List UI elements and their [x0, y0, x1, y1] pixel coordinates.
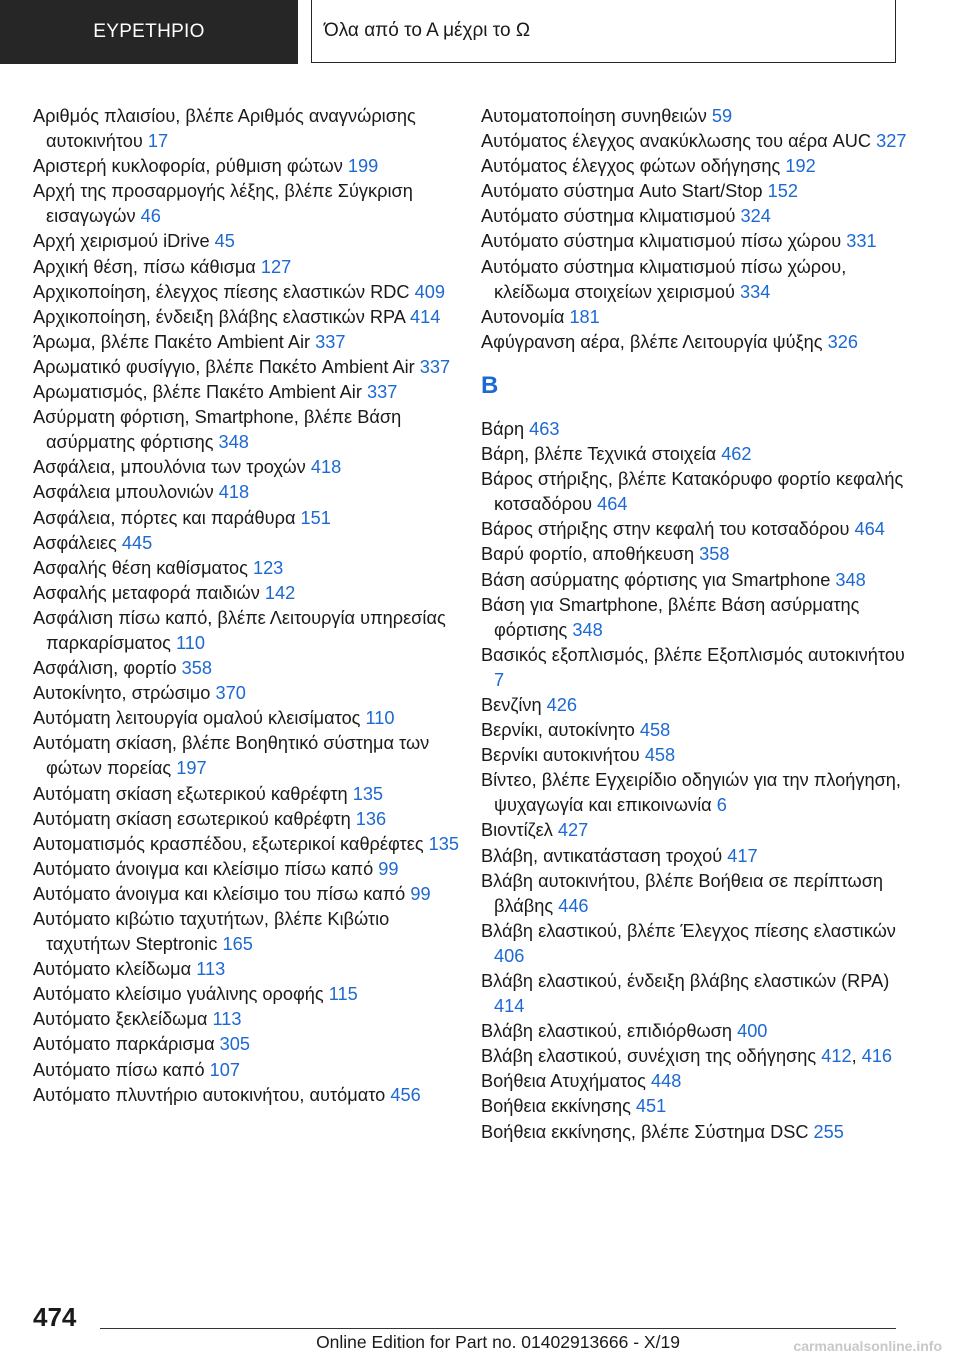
- index-entry: [33, 179, 463, 229]
- entry-text: Βάρος στήριξης, βλέπε Κατακόρυφο φορτίο κεφαλής κοτσαδόρου: [481, 469, 904, 515]
- entry-text: Βάρη, βλέπε Τεχνικά στοιχεία: [481, 444, 717, 465]
- page-link[interactable]: 45: [214, 231, 235, 252]
- index-entry: [481, 1120, 911, 1145]
- index-entry: [481, 204, 911, 229]
- header-title: Όλα από το Α μέχρι το Ω: [311, 0, 896, 63]
- page-link[interactable]: 7: [494, 669, 505, 690]
- entry-text: Αυτόματο κλείδωμα: [33, 959, 192, 980]
- page-link[interactable]: 463: [529, 418, 560, 439]
- page-link[interactable]: 135: [428, 833, 460, 854]
- page-link[interactable]: 334: [739, 281, 771, 302]
- index-entry: [481, 869, 911, 919]
- entry-text: Αρχική θέση, πίσω κάθισμα: [33, 256, 256, 277]
- entry-text: Βλάβη ελαστικού, συνέχιση της οδήγησης: [481, 1046, 817, 1067]
- index-entry: [33, 656, 463, 681]
- entry-text: Αρχή χειρισμού iDrive: [33, 231, 210, 252]
- page-link[interactable]: 327: [876, 131, 907, 152]
- index-column-left: [33, 104, 463, 1108]
- entry-text: Ασύρματη φόρτιση, Smartphone, βλέπε Βάση ασύρματης φόρτισης: [33, 407, 402, 453]
- entry-text: Αυτόματο πλυντήριο αυτοκινήτου, αυτόματο: [33, 1084, 386, 1105]
- entry-text: Αυτόματο πίσω καπό: [33, 1059, 205, 1080]
- page-link[interactable]: 337: [366, 382, 398, 403]
- section-letter: B: [481, 371, 499, 399]
- index-entry: [481, 154, 911, 179]
- entry-text: Βλάβη ελαστικού, επιδιόρθωση: [481, 1021, 733, 1042]
- index-entry: [481, 129, 911, 154]
- entry-text: Αρωματισμός, βλέπε Πακέτο Ambient Air: [33, 382, 362, 403]
- index-entry: [33, 405, 463, 455]
- index-entry: [33, 280, 463, 305]
- entry-text: Αυτόματη λειτουργία ομαλού κλεισίματος: [33, 708, 361, 729]
- page-link[interactable]: 151: [300, 507, 331, 528]
- index-entry: [33, 832, 463, 857]
- entry-text: Βερνίκι αυτοκινήτου: [481, 745, 640, 766]
- index-entry: [481, 417, 911, 442]
- index-entry: [33, 154, 463, 179]
- page-link[interactable]: 324: [740, 206, 771, 227]
- entry-text: Αρχικοποίηση, έλεγχος πίεσης ελαστικών RDC: [33, 281, 410, 302]
- entry-text: Αυτόματο ξεκλείδωμα: [33, 1009, 208, 1030]
- entry-text: Αυτοματισμός κρασπέδου, εξωτερικοί καθρέφτες: [33, 833, 424, 854]
- index-entry: [481, 718, 911, 743]
- page-link[interactable]: 136: [355, 808, 387, 829]
- page-link[interactable]: 418: [310, 457, 342, 478]
- entry-text: Ασφαλής μεταφορά παιδιών: [33, 582, 260, 603]
- index-entry: [481, 1094, 911, 1119]
- index-entry: [481, 844, 911, 869]
- entry-text: Βάση ασύρματης φόρτισης για Smartphone: [481, 569, 831, 590]
- entry-text: Βλάβη ελαστικού, ένδειξη βλάβης ελαστικών (RPA): [481, 971, 890, 991]
- index-entry: [481, 467, 911, 517]
- page-link[interactable]: 199: [347, 156, 379, 177]
- entry-text: Αυτόματη σκίαση εξωτερικού καθρέφτη: [33, 783, 348, 804]
- page-link[interactable]: 348: [835, 569, 866, 590]
- entry-text: Βλάβη ελαστικού, βλέπε Έλεγχος πίεσης ελαστικών: [481, 920, 896, 941]
- index-entry: [33, 1032, 463, 1057]
- index-entry: [481, 768, 911, 818]
- page-link[interactable]: 445: [121, 532, 153, 553]
- index-entry: [481, 969, 911, 1019]
- page-link[interactable]: 255: [813, 1121, 844, 1142]
- page-link[interactable]: 127: [260, 256, 292, 277]
- index-entry: [33, 606, 463, 656]
- page-link[interactable]: 6: [716, 795, 727, 816]
- index-entry: [33, 706, 463, 731]
- page-link[interactable]: 46: [140, 206, 161, 227]
- page-link[interactable]: 414: [494, 996, 525, 1017]
- page-link[interactable]: 409: [414, 281, 445, 302]
- entry-text: Βοήθεια εκκίνησης: [481, 1096, 631, 1117]
- index-entry: [33, 330, 463, 355]
- entry-text: Βάρος στήριξης στην κεφαλή του κοτσαδόρου: [481, 519, 850, 540]
- entry-text: Αυτόματο άνοιγμα και κλείσιμο πίσω καπό: [33, 858, 374, 879]
- page-header: [0, 0, 896, 64]
- entry-text: Βάση για Smartphone, βλέπε Βάση ασύρματης φόρτισης: [481, 594, 860, 640]
- watermark: carmanualsonline.info: [793, 1338, 942, 1354]
- entry-text: Βοήθεια εκκίνησης, βλέπε Σύστημα DSC: [481, 1121, 809, 1142]
- page-link[interactable]: 446: [558, 895, 589, 916]
- index-entry: Βλάβη ελαστικού, συνέχιση της οδήγησης 412, 416: [481, 1046, 893, 1067]
- page-number: 474: [33, 1302, 77, 1332]
- index-entry: [481, 693, 911, 718]
- index-entry: [33, 731, 463, 781]
- entry-text: Αυτόματο κιβώτιο ταχυτήτων, βλέπε Κιβώτιο ταχυτήτων Steptronic: [33, 909, 390, 955]
- index-tab[interactable]: ΕΥΡΕΤΗΡΙΟ: [0, 0, 298, 64]
- page-link[interactable]: 458: [644, 745, 676, 766]
- index-entry: [33, 455, 463, 480]
- entry-text: Αυτόματο σύστημα Auto Start/Stop: [481, 181, 763, 202]
- entry-text: Βασικός εξοπλισμός, βλέπε Εξοπλισμός αυτοκινήτου: [481, 644, 905, 665]
- entry-text: Αυτόματο σύστημα κλιματισμού πίσω χώρου: [481, 231, 842, 252]
- page-link[interactable]: 337: [315, 331, 346, 352]
- entry-text: Βαρύ φορτίο, αποθήκευση: [481, 544, 695, 565]
- page-link[interactable]: 458: [639, 720, 671, 741]
- page-link[interactable]: 165: [222, 934, 253, 955]
- page-link[interactable]: 113: [212, 1009, 242, 1030]
- index-entry: [33, 531, 463, 556]
- index-entry: [33, 305, 463, 330]
- index-entry: [33, 1007, 463, 1032]
- page-link[interactable]: 358: [181, 658, 213, 679]
- page-link[interactable]: 17: [147, 131, 169, 152]
- page-link[interactable]: 113: [196, 959, 226, 980]
- entry-text: Αυτόματο σύστημα κλιματισμού: [481, 206, 736, 227]
- index-entry: [481, 179, 911, 204]
- page-link[interactable]: 370: [215, 683, 246, 704]
- page-link[interactable]: 99: [378, 858, 399, 879]
- index-entry: [33, 857, 463, 882]
- entry-text: Αυτόματος έλεγχος φώτων οδήγησης: [481, 156, 781, 177]
- entry-text: Ασφάλιση πίσω καπό, βλέπε Λειτουργία υπηρεσίας παρκαρίσματος: [33, 607, 446, 653]
- page-link[interactable]: 110: [365, 708, 395, 729]
- entry-text: Αυτονομία: [481, 306, 565, 327]
- entry-text: Αυτοκίνητο, στρώσιμο: [33, 683, 211, 704]
- page-link[interactable]: 418: [218, 482, 250, 503]
- index-entry: [481, 517, 911, 542]
- index-group-b: [481, 417, 911, 1145]
- entry-text: Αριστερή κυκλοφορία, ρύθμιση φώτων: [33, 156, 343, 177]
- page-link[interactable]: 59: [711, 106, 733, 126]
- index-entry: [481, 442, 911, 467]
- entry-text: Ασφάλεια, πόρτες και παράθυρα: [33, 507, 296, 528]
- page-link[interactable]: 464: [854, 519, 885, 540]
- entry-text: Βάρη: [481, 418, 525, 439]
- page-link[interactable]: 412: [821, 1046, 852, 1067]
- page-link[interactable]: 358: [699, 544, 730, 565]
- page-link[interactable]: 400: [737, 1021, 768, 1042]
- page-link[interactable]: 110: [176, 632, 206, 653]
- index-entry: [33, 882, 463, 907]
- index-entry: [33, 556, 463, 581]
- page-link[interactable]: 417: [727, 845, 758, 866]
- page-link[interactable]: 305: [219, 1034, 251, 1055]
- index-entry: [33, 229, 463, 254]
- page-link[interactable]: 448: [650, 1071, 682, 1092]
- page-link[interactable]: 142: [264, 582, 296, 603]
- page-link[interactable]: 414: [410, 306, 441, 327]
- page-link[interactable]: 152: [767, 181, 798, 202]
- page-link[interactable]: 197: [176, 758, 207, 779]
- index-entry: [33, 355, 463, 380]
- entry-text: Βλάβη αυτοκινήτου, βλέπε Βοήθεια σε περίπτωση βλάβης: [481, 870, 884, 916]
- page-link[interactable]: 181: [569, 306, 600, 327]
- entry-text: Βιοντίζελ: [481, 820, 553, 841]
- index-entry: [481, 1069, 911, 1094]
- index-entry: [481, 743, 911, 768]
- index-entry: [33, 782, 463, 807]
- entry-text: Αυτόματη σκίαση εσωτερικού καθρέφτη: [33, 808, 351, 829]
- page-link[interactable]: 326: [827, 331, 858, 352]
- index-column-right: [481, 104, 911, 1145]
- index-entry: [33, 681, 463, 706]
- page-link[interactable]: 348: [218, 432, 249, 453]
- entry-text: Αυτόματο κλείσιμο γυάλινης οροφής: [33, 984, 324, 1005]
- index-entry: [33, 957, 463, 982]
- index-entry: [481, 818, 911, 843]
- page-link[interactable]: 123: [252, 557, 284, 578]
- index-entry: [33, 1058, 463, 1083]
- index-entry: [33, 807, 463, 832]
- entry-text: Ασφάλεια μπουλονιών: [33, 482, 214, 503]
- page-link[interactable]: 135: [352, 783, 384, 804]
- entry-text: Αφύγρανση αέρα, βλέπε Λειτουργία ψύξης: [481, 331, 823, 352]
- index-entry: [33, 104, 463, 154]
- index-entry: [33, 581, 463, 606]
- entry-text: Αυτόματη σκίαση, βλέπε Βοηθητικό σύστημα των φώτων πορείας: [33, 733, 430, 779]
- entry-text: Αυτόματο άνοιγμα και κλείσιμο του πίσω καπό: [33, 883, 406, 904]
- entry-text: Αυτόματος έλεγχος ανακύκλωσης του αέρα AUC: [481, 131, 872, 152]
- page-link[interactable]: 427: [557, 820, 589, 841]
- index-entry: [33, 480, 463, 505]
- entry-text: Αυτόματο σύστημα κλιματισμού πίσω χώρου, κλείδωμα στοιχείων χειρισμού: [481, 256, 847, 302]
- entry-text: Άρωμα, βλέπε Πακέτο Ambient Air: [33, 331, 311, 352]
- index-entry: [481, 542, 911, 567]
- index-entry: [481, 568, 911, 593]
- index-entry: [481, 1019, 911, 1044]
- page-link[interactable]: 416: [861, 1046, 893, 1067]
- entry-text: Ασφάλεια, μπουλόνια των τροχών: [33, 457, 306, 478]
- entry-text: Βοήθεια Ατυχήματος: [481, 1071, 646, 1092]
- entry-text: Αρχικοποίηση, ένδειξη βλάβης ελαστικών RPA: [33, 306, 405, 327]
- index-entry: [481, 919, 911, 969]
- page-link[interactable]: 464: [597, 494, 628, 515]
- page-link[interactable]: 192: [785, 156, 816, 177]
- page-link[interactable]: 426: [546, 694, 578, 715]
- index-group-a: [481, 104, 911, 355]
- index-entry: [33, 255, 463, 280]
- footer-edition: Online Edition for Part no. 01402913666 - X/19: [316, 1332, 680, 1352]
- page-link[interactable]: 456: [390, 1084, 421, 1105]
- index-entry: [33, 1083, 463, 1108]
- index-entry: [481, 255, 911, 305]
- index-entry: [33, 380, 463, 405]
- index-entry: [481, 305, 911, 330]
- index-entry: [481, 643, 911, 693]
- index-entry: [33, 506, 463, 531]
- entry-text: Βερνίκι, αυτοκίνητο: [481, 720, 635, 741]
- page-link[interactable]: 107: [209, 1059, 241, 1080]
- footer-divider: [100, 1328, 896, 1329]
- index-entry: [481, 104, 911, 129]
- page-link[interactable]: 337: [419, 356, 451, 377]
- entry-text: Αρχή της προσαρμογής λέξης, βλέπε Σύγκριση εισαγωγών: [33, 181, 413, 227]
- page-link[interactable]: 348: [572, 619, 603, 640]
- entry-text: Αρωματικό φυσίγγιο, βλέπε Πακέτο Ambient Air: [33, 356, 415, 377]
- entry-text: Βίντεο, βλέπε Εγχειρίδιο οδηγιών για την πλοήγηση, ψυχαγωγία και επικοινωνία: [481, 770, 901, 816]
- entry-text: Βλάβη, αντικατάσταση τροχού: [481, 845, 723, 866]
- index-entry: [33, 982, 463, 1007]
- entry-text: Ασφάλειες: [33, 532, 117, 553]
- entry-text: Ασφαλής θέση καθίσματος: [33, 557, 248, 578]
- page-link[interactable]: 99: [410, 883, 431, 904]
- page-link[interactable]: 331: [846, 231, 877, 252]
- entry-text: Αυτόματο παρκάρισμα: [33, 1034, 215, 1055]
- page-link[interactable]: 462: [721, 444, 752, 465]
- index-entry: [481, 330, 911, 355]
- page-link[interactable]: 406: [494, 945, 525, 966]
- index-entry: [481, 593, 911, 643]
- page-link[interactable]: 451: [635, 1096, 667, 1117]
- entry-text: Αριθμός πλαισίου, βλέπε Αριθμός αναγνώρισης αυτοκινήτου: [33, 106, 416, 152]
- entry-text: Βενζίνη: [481, 694, 542, 715]
- index-entry: [33, 907, 463, 957]
- entry-text: Ασφάλιση, φορτίο: [33, 658, 177, 679]
- index-entry: [481, 229, 911, 254]
- entry-text: Αυτοματοποίηση συνηθειών: [481, 106, 707, 126]
- page-link[interactable]: 115: [328, 984, 358, 1005]
